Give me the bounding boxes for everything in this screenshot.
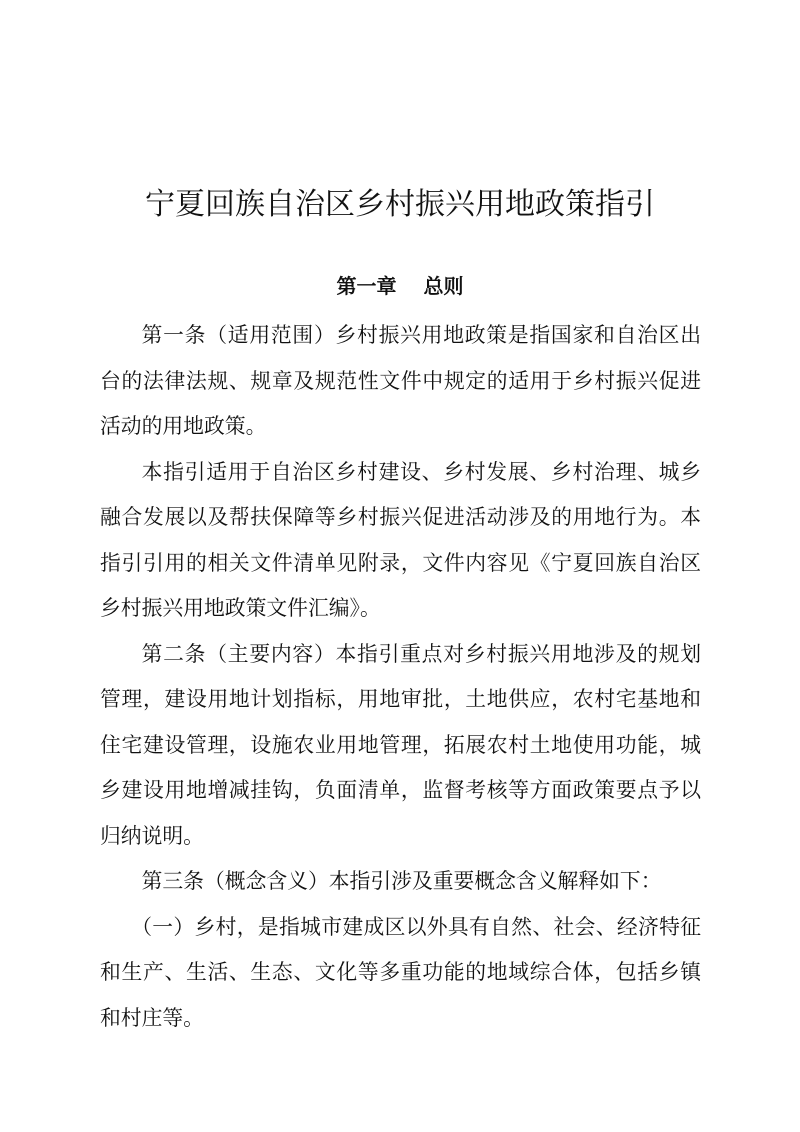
chapter-heading: 第一章 总则 xyxy=(336,274,464,298)
article-1-paragraph: 第一条（适用范围）乡村振兴用地政策是指国家和自治区出台的法律法规、规章及规范性文件中规定的适用于乡村振兴促进活动的用地政策。 xyxy=(100,323,701,438)
scope-paragraph: 本指引适用于自治区乡村建设、乡村发展、乡村治理、城乡融合发展以及帮扶保障等乡村振兴促进活动涉及的用地行为。本指引引用的相关文件清单见附录，文件内容见《宁夏回族自治区乡村振兴用地政策文件汇编》。 xyxy=(100,459,701,620)
document-body xyxy=(100,313,701,1041)
article-2-paragraph: 第二条（主要内容）本指引重点对乡村振兴用地涉及的规划管理，建设用地计划指标，用地审批，土地供应，农村宅基地和住宅建设管理，设施农业用地管理，拓展农村土地使用功能，城乡建设用地增减挂钩，负面清单，监督考核等方面政策要点予以归纳说明。 xyxy=(100,641,701,848)
article-3-paragraph: 第三条（概念含义）本指引涉及重要概念含义解释如下： xyxy=(141,869,662,893)
definition-item-1: （一）乡村，是指城市建成区以外具有自然、社会、经济特征和生产、生活、生态、文化等多重功能的地域综合体，包括乡镇和村庄等。 xyxy=(100,914,701,1030)
document-title: 宁夏回族自治区乡村振兴用地政策指引 xyxy=(145,187,655,222)
